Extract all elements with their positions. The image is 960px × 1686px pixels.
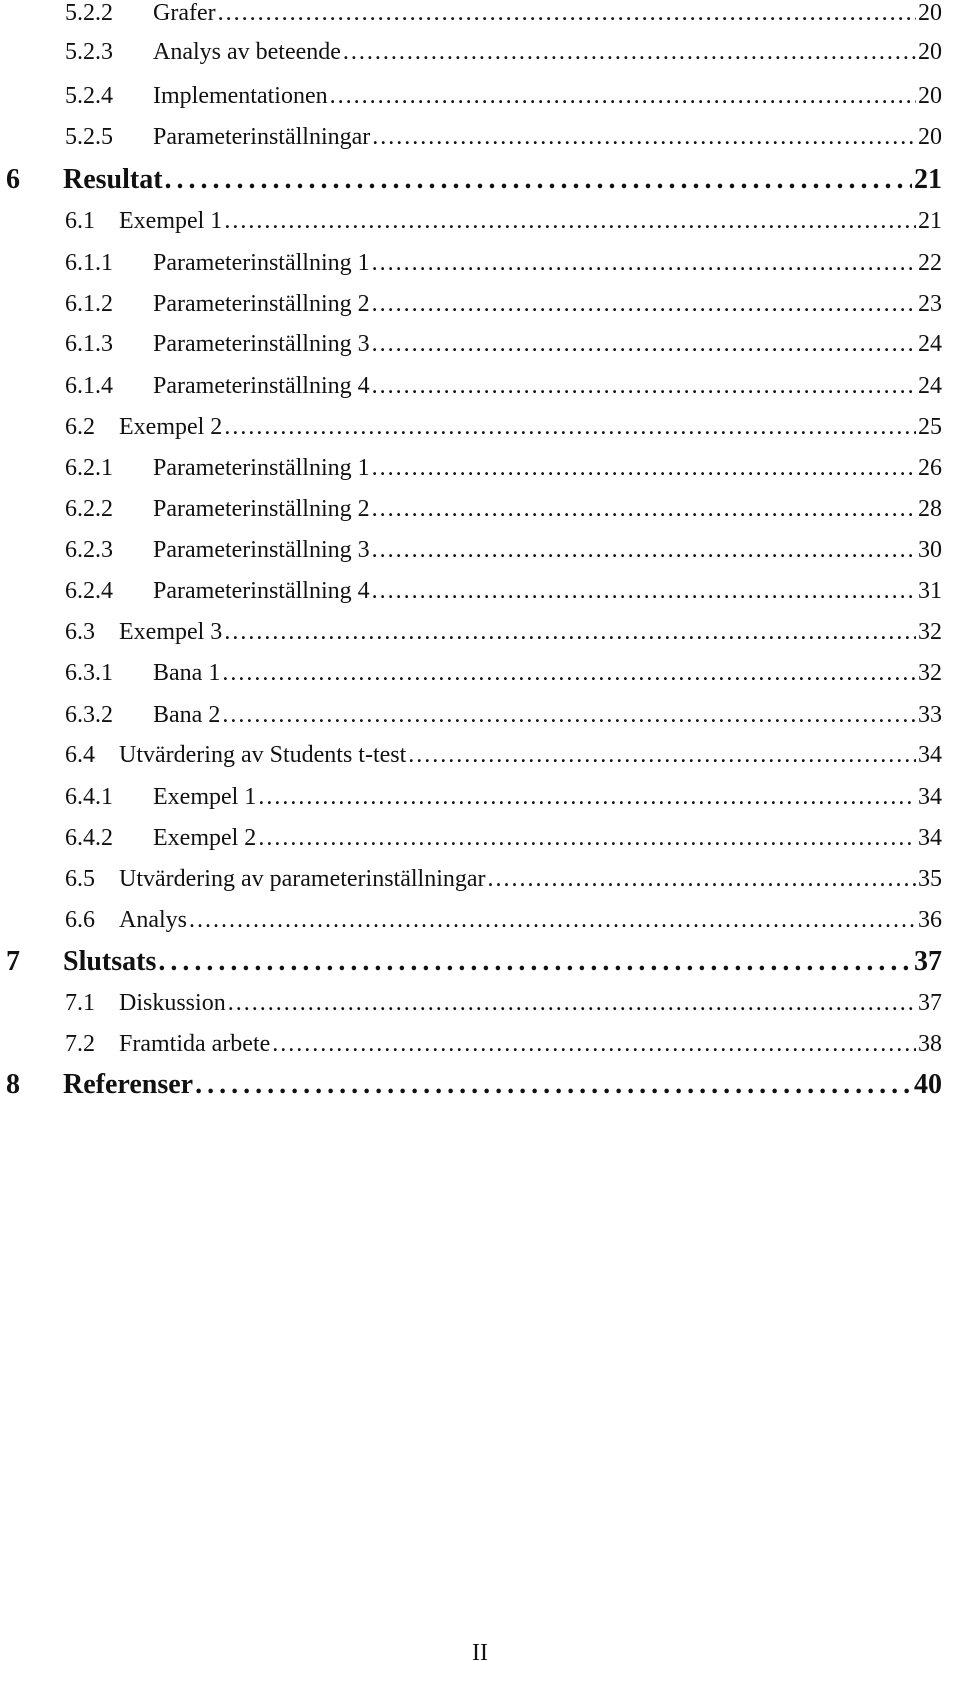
toc-entry-number: 6.4 xyxy=(65,742,95,768)
toc-entry[interactable] xyxy=(65,702,942,729)
toc-entry-title: Implementationen xyxy=(153,83,328,109)
toc-entry-number: 6.1.4 xyxy=(65,373,113,399)
toc-entry-title: Grafer xyxy=(153,0,216,26)
toc-entry-page: 35 xyxy=(918,866,942,892)
toc-entry-number: 6.2.3 xyxy=(65,537,113,563)
toc-entry[interactable] xyxy=(65,39,942,66)
toc-entry[interactable] xyxy=(65,578,942,605)
toc-entry-title: Exempel 2 xyxy=(119,414,223,440)
toc-entry-title: Parameterinställning 4 xyxy=(153,578,370,604)
toc-entry-title: Parameterinställning 1 xyxy=(153,455,370,481)
toc-entry[interactable] xyxy=(65,373,942,400)
toc-entry-title: Diskussion xyxy=(119,990,226,1016)
toc-entry-title: Framtida arbete xyxy=(119,1031,271,1057)
toc-entry-title: Exempel 1 xyxy=(119,208,223,234)
toc-entry[interactable] xyxy=(65,291,942,318)
toc-entry[interactable] xyxy=(65,784,942,811)
toc-entry-page: 25 xyxy=(918,414,942,440)
toc-entry-page: 38 xyxy=(918,1031,942,1057)
toc-dot-leader xyxy=(258,784,916,811)
toc-dot-leader xyxy=(372,455,916,482)
toc-entry-page: 28 xyxy=(918,496,942,522)
toc-entry-title: Parameterinställning 2 xyxy=(153,291,370,317)
toc-dot-leader xyxy=(343,39,916,66)
toc-entry-page: 31 xyxy=(918,578,942,604)
toc-dot-leader xyxy=(408,742,916,769)
toc-entry-chapter[interactable] xyxy=(6,1069,942,1101)
toc-dot-leader xyxy=(195,1069,912,1101)
toc-dot-leader xyxy=(158,946,912,978)
toc-entry[interactable] xyxy=(65,0,942,27)
toc-dot-leader xyxy=(224,208,916,235)
toc-entry[interactable] xyxy=(65,414,942,441)
toc-entry-page: 37 xyxy=(918,990,942,1016)
toc-entry[interactable] xyxy=(65,208,942,235)
toc-entry-title: Parameterinställning 3 xyxy=(153,537,370,563)
toc-entry-page: 20 xyxy=(918,124,942,150)
toc-entry-title: Parameterinställningar xyxy=(153,124,371,150)
toc-dot-leader xyxy=(224,414,916,441)
toc-entry-page: 23 xyxy=(918,291,942,317)
toc-entry-page: 21 xyxy=(918,208,942,234)
toc-entry[interactable] xyxy=(65,660,942,687)
toc-entry[interactable] xyxy=(65,250,942,277)
toc-entry-title: Exempel 1 xyxy=(153,784,257,810)
toc-entry-page: 34 xyxy=(918,742,942,768)
toc-entry[interactable] xyxy=(65,742,942,769)
toc-entry-number: 5.2.2 xyxy=(65,0,113,26)
toc-entry-title: Exempel 3 xyxy=(119,619,223,645)
toc-entry-page: 22 xyxy=(918,250,942,276)
toc-entry-number: 6.3.1 xyxy=(65,660,113,686)
toc-dot-leader xyxy=(222,660,916,687)
toc-entry-title: Resultat xyxy=(63,164,163,195)
toc-entry-page: 32 xyxy=(918,619,942,645)
toc-entry-page: 20 xyxy=(918,83,942,109)
toc-dot-leader xyxy=(228,990,916,1017)
toc-dot-leader xyxy=(372,124,916,151)
toc-entry[interactable] xyxy=(65,83,942,110)
toc-entry-title: Slutsats xyxy=(63,946,157,977)
toc-entry[interactable] xyxy=(65,537,942,564)
toc-entry-title: Bana 1 xyxy=(153,660,221,686)
toc-entry-number: 5.2.5 xyxy=(65,124,113,150)
toc-entry[interactable] xyxy=(65,331,942,358)
toc-entry[interactable] xyxy=(65,496,942,523)
toc-entry[interactable] xyxy=(65,455,942,482)
toc-entry[interactable] xyxy=(65,1031,942,1058)
toc-entry-number: 6.6 xyxy=(65,907,95,933)
toc-dot-leader xyxy=(372,291,916,318)
toc-dot-leader xyxy=(372,537,916,564)
toc-entry-page: 32 xyxy=(918,660,942,686)
toc-entry-title: Bana 2 xyxy=(153,702,221,728)
page-number: II xyxy=(472,1640,488,1666)
toc-dot-leader xyxy=(372,250,916,277)
toc-entry-page: 24 xyxy=(918,373,942,399)
toc-entry-number: 6.4.2 xyxy=(65,825,113,851)
toc-dot-leader xyxy=(330,83,916,110)
toc-entry-title: Utvärdering av Students t-test xyxy=(119,742,407,768)
toc-entry-number: 6.3.2 xyxy=(65,702,113,728)
toc-entry-title: Analys av beteende xyxy=(153,39,341,65)
toc-dot-leader xyxy=(372,373,916,400)
toc-dot-leader xyxy=(189,907,916,934)
toc-entry-number: 6.1.2 xyxy=(65,291,113,317)
toc-entry-page: 26 xyxy=(918,455,942,481)
toc-entry-page: 33 xyxy=(918,702,942,728)
toc-dot-leader xyxy=(488,866,916,893)
toc-dot-leader xyxy=(372,578,916,605)
toc-entry-number: 6.3 xyxy=(65,619,95,645)
toc-entry-title: Parameterinställning 1 xyxy=(153,250,370,276)
toc-entry-number: 6.2.1 xyxy=(65,455,113,481)
toc-entry[interactable] xyxy=(65,990,942,1017)
toc-entry-number: 8 xyxy=(6,1069,20,1100)
toc-dot-leader xyxy=(272,1031,916,1058)
toc-entry-page: 37 xyxy=(914,946,942,977)
toc-entry-page: 34 xyxy=(918,784,942,810)
toc-entry[interactable] xyxy=(65,866,942,893)
toc-entry[interactable] xyxy=(65,619,942,646)
toc-entry-number: 6.5 xyxy=(65,866,95,892)
toc-entry-page: 40 xyxy=(914,1069,942,1100)
toc-entry-chapter[interactable] xyxy=(6,946,942,978)
toc-entry[interactable] xyxy=(65,907,942,934)
toc-entry-title: Parameterinställning 3 xyxy=(153,331,370,357)
toc-entry-title: Exempel 2 xyxy=(153,825,257,851)
toc-entry[interactable] xyxy=(65,124,942,151)
toc-entry-number: 6.1.3 xyxy=(65,331,113,357)
toc-entry-number: 6.4.1 xyxy=(65,784,113,810)
toc-entry[interactable] xyxy=(65,825,942,852)
toc-dot-leader xyxy=(372,331,916,358)
toc-entry-number: 6.2 xyxy=(65,414,95,440)
toc-entry-title: Parameterinställning 2 xyxy=(153,496,370,522)
toc-entry-page: 21 xyxy=(914,164,942,195)
toc-entry-page: 36 xyxy=(918,907,942,933)
toc-entry-title: Analys xyxy=(119,907,187,933)
toc-entry-number: 7.1 xyxy=(65,990,95,1016)
toc-entry-number: 5.2.3 xyxy=(65,39,113,65)
toc-entry-title: Referenser xyxy=(63,1069,194,1100)
toc-entry-number: 7 xyxy=(6,946,20,977)
toc-entry-page: 30 xyxy=(918,537,942,563)
toc-entry-page: 20 xyxy=(918,39,942,65)
toc-dot-leader xyxy=(222,702,916,729)
toc-dot-leader xyxy=(372,496,916,523)
toc-entry-number: 6 xyxy=(6,164,20,195)
toc-dot-leader xyxy=(218,0,916,27)
toc-entry-number: 7.2 xyxy=(65,1031,95,1057)
toc-entry-page: 24 xyxy=(918,331,942,357)
toc-entry-title: Parameterinställning 4 xyxy=(153,373,370,399)
toc-entry-chapter[interactable] xyxy=(6,164,942,196)
toc-dot-leader xyxy=(224,619,916,646)
toc-entry-number: 6.1.1 xyxy=(65,250,113,276)
toc-entry-number: 6.1 xyxy=(65,208,95,234)
toc-entry-title: Utvärdering av parameterinställningar xyxy=(119,866,486,892)
toc-dot-leader xyxy=(258,825,916,852)
toc-dot-leader xyxy=(165,164,912,196)
toc-entry-number: 5.2.4 xyxy=(65,83,113,109)
toc-entry-number: 6.2.2 xyxy=(65,496,113,522)
toc-entry-page: 20 xyxy=(918,0,942,26)
toc-entry-page: 34 xyxy=(918,825,942,851)
toc-entry-number: 6.2.4 xyxy=(65,578,113,604)
